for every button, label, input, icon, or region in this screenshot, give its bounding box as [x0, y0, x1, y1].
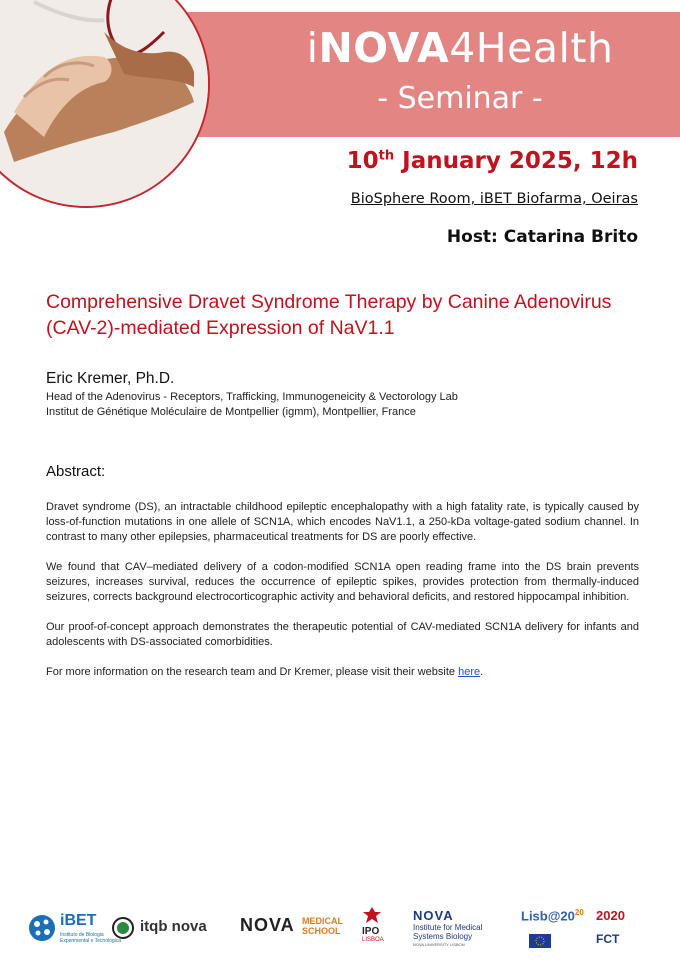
ibet-subtitle-2: Experimental e Tecnológica [60, 938, 122, 944]
portugal-2020-logo [596, 908, 656, 952]
ibet-logo [28, 912, 120, 946]
ibet-globe-icon [28, 914, 56, 942]
sponsor-logos [0, 900, 680, 961]
ipo-subtitle: LISBOA [362, 937, 384, 943]
nova-ims-line-3: NOVA UNIVERSITY LISBON [413, 942, 465, 947]
hands-photo-illustration [0, 0, 208, 206]
itqb-wordmark: itqb nova [140, 918, 207, 935]
affiliation-line-2: Institut de Génétique Moléculaire de Montpellier (igmm), Montpellier, France [46, 406, 416, 418]
lisboa-wordmark: $Lisb@20^{20}$ [521, 908, 584, 924]
ipo-emblem-icon [362, 906, 382, 926]
seminar-subtitle: - Seminar - [377, 81, 543, 116]
ipo-lisboa-logo [360, 906, 396, 950]
abstract-paragraph: We found that CAV–mediated delivery of a codon-modified SCN1A open reading frame into the DS brain prevents seizures, increases survival, reduces the occurrence of epileptic spikes, provides protection from thermally-induced seizures, corrects background electrocorticographic activity and behavioral deficits, and restored hippocampal inhibition. [46, 561, 639, 603]
nova-ims-line-2: Systems Biology [413, 932, 473, 941]
speaker-name: Eric Kremer, Ph.D. [46, 370, 175, 387]
hands-photo [0, 0, 210, 208]
nova-ms-school: SCHOOL [302, 926, 341, 936]
ipo-wordmark: IPO [362, 926, 380, 937]
ibet-subtitle-1: Instituto de Biologia [60, 932, 104, 938]
affiliation-line-1: Head of the Adenovirus - Receptors, Trafficking, Immunogeneicity & Vectorology Lab [46, 391, 458, 403]
abstract-paragraph: Our proof-of-concept approach demonstrates the therapeutic potential of CAV-mediated SCN1A delivery for infants and adolescents with DS-associated comorbidities. [46, 621, 639, 648]
nova-ims-logo [413, 908, 513, 952]
more-info-paragraph: For more information on the research team and Dr Kremer, please visit their website here. [46, 666, 484, 678]
abstract-paragraph: Dravet syndrome (DS), an intractable childhood epileptic encephalopathy with a high fatality rate, is typically caused by loss-of-function mutations in one allele of SCN1A, which encodes NaV1.1, a 250-kDa voltage-gated sodium channel. In contrast to many other epilepsies, pharmaceutical treatments for DS are poorly effective. [46, 501, 639, 543]
series-title: iNOVA4Health [306, 24, 614, 72]
nova-ims-line-1: Institute for Medical [413, 923, 483, 932]
abstract-heading: Abstract: [46, 463, 106, 480]
portugal-2020-wordmark: 2020 [596, 908, 625, 923]
website-link[interactable]: here [458, 666, 481, 678]
nova-ms-wordmark: NOVA [240, 915, 295, 935]
talk-title: Comprehensive Dravet Syndrome Therapy by Canine Adenovirus (CAV-2)-mediated Expression of NaV1.1 [46, 291, 612, 339]
ibet-wordmark: iBET [60, 912, 97, 929]
nova-ims-wordmark: NOVA [413, 908, 454, 923]
eu-flag-icon [529, 934, 551, 948]
nova-ms-medical: MEDICAL [302, 916, 343, 926]
lisboa-2020-logo [521, 908, 591, 952]
nova-medical-school-logo [240, 915, 350, 943]
abstract-body [46, 500, 639, 695]
speaker-affiliation [46, 390, 458, 420]
event-host: Host: Catarina Brito [446, 227, 638, 247]
itqb-logo [112, 914, 222, 944]
itqb-emblem-icon [112, 917, 134, 939]
event-venue: BioSphere Room, iBET Biofarma, Oeiras [350, 191, 638, 207]
fct-wordmark: FCT [596, 932, 620, 946]
event-date: 10th January 2025, 12h [346, 148, 638, 174]
